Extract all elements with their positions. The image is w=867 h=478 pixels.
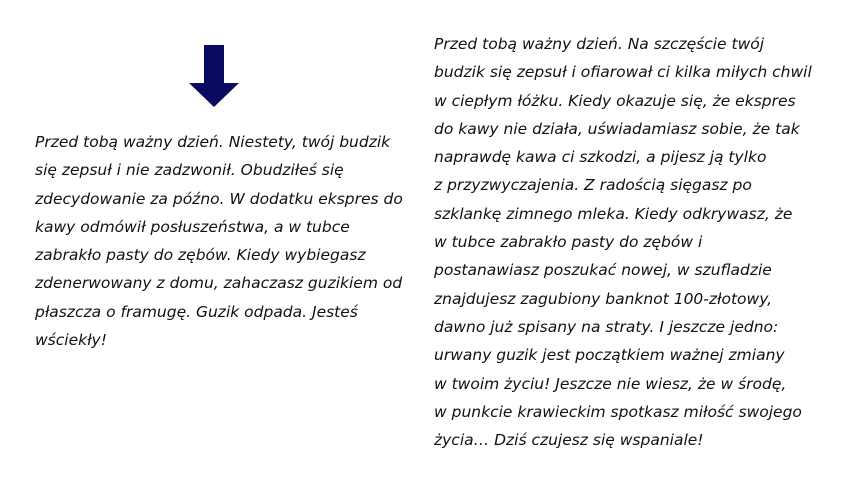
text-line: w ciepłym łóżku. Kiedy okazuje się, że ekspres bbox=[434, 91, 796, 110]
text-line: Przed tobą ważny dzień. Niestety, twój budzik bbox=[35, 133, 391, 151]
text-line: do kawy nie działa, uświadamiasz sobie, że tak bbox=[434, 119, 800, 138]
text-line: urwany guzik jest początkiem ważnej zmiany bbox=[434, 346, 785, 365]
text-line: w punkcie krawieckim spotkasz miłość swojego bbox=[434, 402, 802, 421]
text-line: postanawiasz poszukać nowej, w szufladzie bbox=[434, 261, 772, 280]
text-line: zdenerwowany z domu, zahaczasz guzikiem od bbox=[35, 274, 403, 293]
text-line: Przed tobą ważny dzień. Na szczęście twój bbox=[434, 35, 765, 53]
text-line: w twoim życiu! Jeszcze nie wiesz, że w środę, bbox=[434, 374, 787, 393]
text-line: naprawdę kawa ci szkodzi, a pijesz ją tylko bbox=[434, 148, 767, 167]
down-arrow-icon bbox=[189, 45, 239, 107]
text-line: płaszcza o framugę. Guzik odpada. Jesteś bbox=[35, 302, 358, 321]
text-line: w tubce zabrakło pasty do zębów i bbox=[434, 233, 703, 252]
text-line: budzik się zepsuł i ofiarował ci kilka miłych chwil bbox=[434, 63, 812, 82]
text-line: zdecydowanie za późno. W dodatku ekspres do bbox=[35, 189, 403, 208]
text-line: szklankę zimnego mleka. Kiedy odkrywasz, że bbox=[434, 204, 793, 223]
text-line: życia… Dziś czujesz się wspaniale! bbox=[434, 431, 704, 450]
text-line: wściekły! bbox=[35, 331, 107, 350]
pessimistic-text-block bbox=[35, 128, 420, 354]
text-line: zabrakło pasty do zębów. Kiedy wybiegasz bbox=[35, 246, 366, 265]
optimistic-text-block bbox=[434, 30, 854, 454]
text-line: się zepsuł i nie zadzwonił. Obudziłeś się bbox=[35, 161, 344, 180]
text-line: kawy odmówił posłuszeństwa, a w tubce bbox=[35, 217, 350, 236]
text-line: z przyzwyczajenia. Z radością sięgasz po bbox=[434, 176, 752, 195]
text-line: znajdujesz zagubiony banknot 100-złotowy, bbox=[434, 289, 773, 308]
text-line: dawno już spisany na straty. I jeszcze jedno: bbox=[434, 317, 779, 336]
